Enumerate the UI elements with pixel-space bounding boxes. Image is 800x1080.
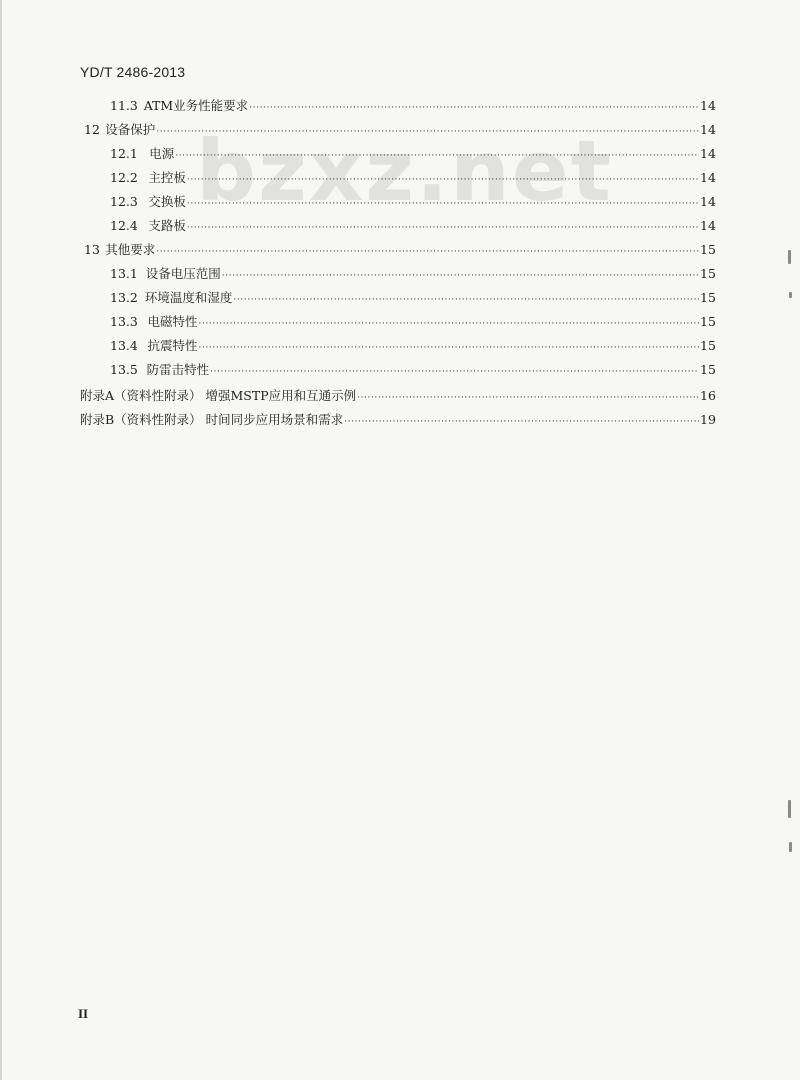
toc-entry-page: 15 — [700, 362, 716, 377]
toc-leader-dots — [187, 218, 699, 238]
toc-entry[interactable] — [84, 240, 714, 260]
watermark: bzxz.net — [196, 122, 613, 220]
toc-entry-page: 14 — [700, 170, 716, 185]
toc-entry[interactable] — [110, 144, 714, 164]
toc-entry-number: 13.1 — [110, 266, 138, 281]
toc-entry-number: 13.3 — [110, 314, 138, 329]
toc-entry-page: 15 — [700, 266, 716, 281]
toc-entry[interactable] — [110, 360, 714, 380]
toc-leader-dots — [210, 362, 699, 382]
toc-entry-title: 电源 — [149, 146, 175, 161]
toc-entry-page: 19 — [700, 412, 716, 427]
toc-entry-title: 抗震特性 — [147, 338, 198, 353]
toc-leader-dots — [156, 242, 699, 262]
binding-mark — [789, 292, 792, 298]
toc-leader-dots — [357, 388, 699, 408]
toc-leader-dots — [187, 170, 699, 190]
toc-entry-page: 14 — [700, 122, 716, 137]
toc-entry-page: 14 — [700, 98, 716, 113]
binding-mark — [788, 800, 791, 818]
toc-entry-title: 支路板 — [148, 218, 186, 233]
toc-leader-dots — [199, 314, 699, 334]
toc-entry[interactable] — [110, 168, 714, 188]
toc-entry-page: 16 — [700, 388, 716, 403]
toc-leader-dots — [344, 412, 699, 432]
toc-entry-title: 电磁特性 — [147, 314, 198, 329]
toc-entry-page: 14 — [700, 194, 716, 209]
toc-entry-page: 15 — [700, 290, 716, 305]
toc-entry-title: 交换板 — [148, 194, 186, 209]
toc-entry[interactable] — [110, 288, 714, 308]
toc-entry-number: 12 — [84, 122, 100, 137]
toc-entry[interactable] — [110, 96, 714, 116]
toc-entry-page: 14 — [700, 218, 716, 233]
toc-entry-number: 13.5 — [110, 362, 138, 377]
toc-entry-title: 主控板 — [148, 170, 186, 185]
toc-leader-dots — [233, 290, 699, 310]
toc-entry-appendix-b[interactable] — [80, 410, 714, 430]
toc-entry-page: 15 — [700, 242, 716, 257]
toc-entry-page: 15 — [700, 314, 716, 329]
toc-entry[interactable] — [110, 336, 714, 356]
toc-entry-title: 环境温度和湿度 — [144, 290, 233, 305]
toc-entry-appendix-a[interactable] — [80, 386, 714, 406]
toc-entry-number: 13 — [84, 242, 100, 257]
toc-leader-dots — [199, 338, 699, 358]
page-edge — [0, 0, 2, 1080]
toc-entry-title: 设备保护 — [105, 122, 156, 137]
toc-entry-title: 设备电压范围 — [145, 266, 221, 281]
document-id: YD/T 2486-2013 — [80, 64, 186, 80]
toc-entry[interactable] — [84, 120, 714, 140]
toc-entry-number: 12.2 — [110, 170, 138, 185]
toc-leader-dots — [222, 266, 699, 286]
toc-entry-title: 防雷击特性 — [146, 362, 210, 377]
toc-entry-title: 附录B（资料性附录） 时间同步应用场景和需求 — [80, 412, 344, 427]
toc-entry-number: 13.4 — [110, 338, 138, 353]
toc-entry-number: 11.3 — [110, 98, 138, 113]
toc-leader-dots — [187, 194, 699, 214]
toc-entry[interactable] — [110, 216, 714, 236]
toc-entry-title: 附录A（资料性附录） 增强MSTP应用和互通示例 — [80, 388, 357, 403]
binding-mark — [788, 250, 791, 264]
toc-entry-number: 12.3 — [110, 194, 138, 209]
toc-entry-title: ATM业务性能要求 — [143, 98, 249, 113]
toc-entry-page: 15 — [700, 338, 716, 353]
page-number: II — [78, 1006, 89, 1021]
toc-entry[interactable] — [110, 264, 714, 284]
toc-leader-dots — [249, 98, 699, 118]
toc-leader-dots — [175, 146, 699, 166]
binding-mark — [789, 842, 792, 852]
toc-entry-number: 12.1 — [110, 146, 138, 161]
toc-entry-page: 14 — [700, 146, 716, 161]
toc-entry-number: 12.4 — [110, 218, 138, 233]
toc-leader-dots — [156, 122, 699, 142]
toc-entry-number: 13.2 — [110, 290, 138, 305]
toc-entry-title: 其他要求 — [105, 242, 156, 257]
toc-entry[interactable] — [110, 192, 714, 212]
toc-entry[interactable] — [110, 312, 714, 332]
